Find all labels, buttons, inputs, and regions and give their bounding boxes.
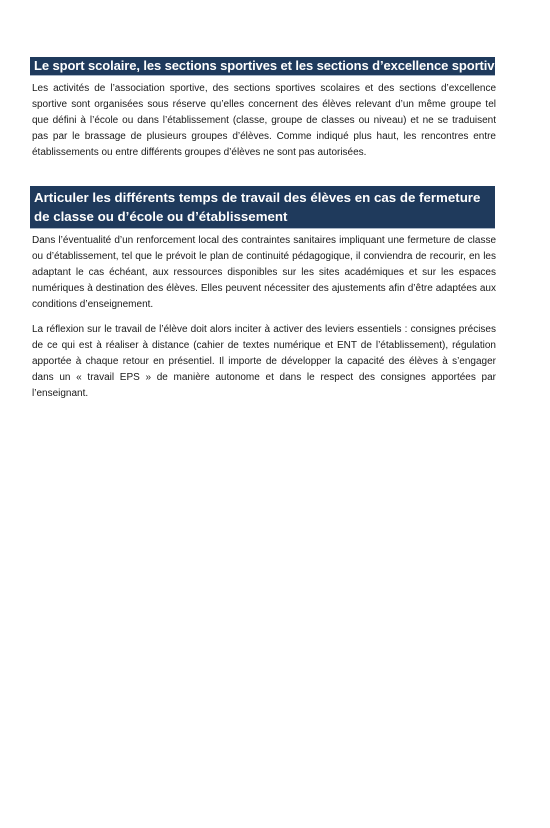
paragraph-sport-scolaire: Les activités de l’association sportive, des sections sportives scolaires et des sections d’excellence sportive sont organisées sous réserve qu’elles concernent des élèves relevant d’un même groupe tel que défini à l’école ou dans l’établissement (classe, groupe de classes ou niveau) et ne se traduisent pas par le brassage de plusieurs groupes d’élèves. Comme indiqué plus haut, les rencontres entre établissements ou entre différents groupes d’élèves ne sont pas autorisées. [32, 83, 496, 158]
paragraph-reflexion-travail-eleve: La réflexion sur le travail de l’élève doit alors inciter à activer des leviers essentiels : consignes précises de ce qui est à réaliser à distance (cahier de textes numérique et ENT de l’établissement), régulation apportée à chaque retour en présentiel. Il importe de développer la capacité des élèves à s’engager dans un « travail EPS » de manière autonome et dans le respect des consignes apportées par l’enseignant. [32, 324, 496, 399]
section-heading-articuler-temps-travail: Articuler les différents temps de travail des élèves en cas de fermeture de classe ou d’école ou d’établissement [30, 186, 495, 229]
section-heading-sport-scolaire: Le sport scolaire, les sections sportives et les sections d’excellence sportive [30, 57, 495, 76]
paragraph-renforcement-contraintes: Dans l’éventualité d’un renforcement local des contraintes sanitaires impliquant une fermeture de classe ou d’établissement, tel que le prévoit le plan de continuité pédagogique, il conviendra de recourir, en les adaptant le cas échéant, aux ressources disponibles sur les sites académiques et sur les espaces numériques à destination des élèves. Elles peuvent nécessiter des ajustements afin d’être adaptées aux conditions d’enseignement. [32, 235, 496, 310]
